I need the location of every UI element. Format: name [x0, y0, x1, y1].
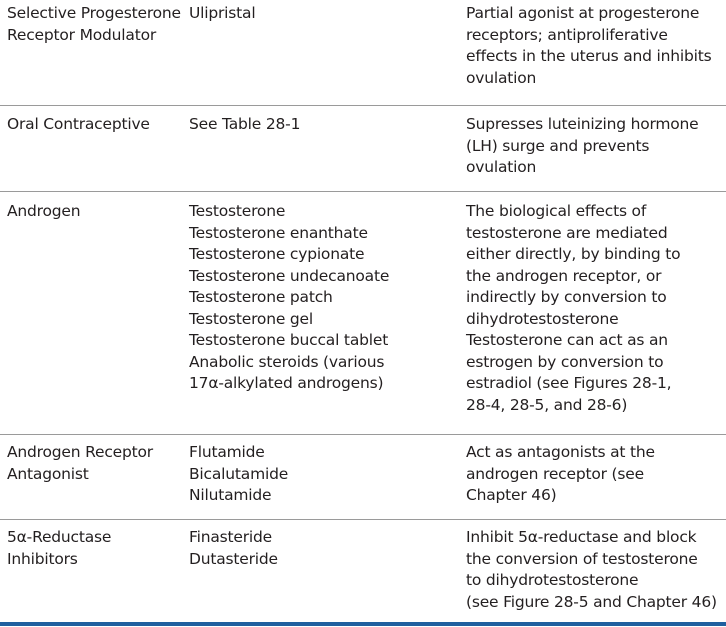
mechanism-line: the androgen receptor, or — [466, 266, 662, 285]
mechanism-cell — [466, 201, 680, 416]
mechanism-line: indirectly by conversion to — [466, 288, 667, 306]
drug-line: Testosterone patch — [189, 288, 333, 306]
category-cell — [7, 114, 150, 136]
category-line: Oral Contraceptive — [7, 115, 150, 133]
category-cell — [7, 442, 153, 485]
category-line: 5α-Reductase — [7, 528, 112, 546]
drug-line: Testosterone cypionate — [189, 245, 365, 263]
mechanism-line: Chapter 46) — [466, 486, 557, 504]
category-line: Selective Progesterone — [7, 4, 181, 22]
drug-line: Finasteride — [189, 528, 272, 546]
mechanism-line: receptors; antiproliferative — [466, 25, 668, 44]
drug-line: Flutamide — [189, 443, 265, 461]
mechanism-line: the conversion of testosterone — [466, 549, 698, 568]
drug-line: Dutasteride — [189, 549, 278, 568]
mechanism-line: effects in the uterus and inhibits — [466, 47, 712, 65]
table-bottom-rule — [0, 622, 726, 626]
drugs-cell — [189, 3, 255, 25]
drug-line: Anabolic steroids (various — [189, 352, 385, 371]
category-cell — [7, 527, 111, 570]
mechanism-line: ovulation — [466, 68, 537, 87]
drug-line: Testosterone enanthate — [189, 223, 368, 242]
mechanism-line: to dihydrotestosterone — [466, 571, 639, 589]
category-line: Inhibitors — [7, 549, 78, 568]
category-line: Androgen — [7, 202, 81, 220]
drug-line: See Table 28-1 — [189, 115, 301, 133]
mechanism-line: ovulation — [466, 158, 537, 176]
mechanism-line: Testosterone can act as an — [466, 331, 668, 349]
category-cell — [7, 3, 181, 46]
mechanism-line: Inhibit 5α-reductase and block — [466, 528, 697, 546]
mechanism-line: (see Figure 28-5 and Chapter 46) — [466, 592, 717, 611]
mechanism-line: The biological effects of — [466, 202, 647, 220]
mechanism-line: 28-4, 28-5, and 28-6) — [466, 395, 628, 414]
drugs-cell — [189, 527, 278, 570]
category-line: Antagonist — [7, 464, 89, 483]
drug-line: Testosterone gel — [189, 309, 313, 328]
drugs-cell — [189, 442, 288, 507]
drugs-cell — [189, 201, 389, 395]
table-row — [0, 435, 726, 520]
mechanism-line: androgen receptor (see — [466, 464, 644, 483]
table-row — [0, 520, 726, 622]
mechanism-line: Supresses luteinizing hormone — [466, 115, 699, 133]
drug-line: Testosterone undecanoate — [189, 266, 390, 285]
table-row — [0, 106, 726, 192]
mechanism-line: estrogen by conversion to — [466, 352, 664, 371]
drug-line: Ulipristal — [189, 4, 256, 22]
category-cell — [7, 201, 80, 223]
mechanism-line: (LH) surge and prevents — [466, 136, 650, 155]
category-line: Androgen Receptor — [7, 443, 153, 461]
mechanism-cell — [466, 114, 699, 179]
table-row — [0, 192, 726, 435]
mechanism-line: Partial agonist at progesterone — [466, 4, 700, 22]
drug-line: Nilutamide — [189, 486, 272, 504]
mechanism-line: either directly, by binding to — [466, 245, 681, 263]
mechanism-cell — [466, 3, 712, 89]
drug-line: Bicalutamide — [189, 464, 289, 483]
drug-line: Testosterone buccal tablet — [189, 331, 389, 349]
drug-line: 17α-alkylated androgens) — [189, 374, 384, 392]
table-row — [0, 0, 726, 106]
mechanism-line: Act as antagonists at the — [466, 443, 655, 461]
mechanism-cell — [466, 527, 717, 613]
mechanism-line: testosterone are mediated — [466, 223, 668, 242]
mechanism-line: estradiol (see Figures 28-1, — [466, 374, 672, 392]
drug-line: Testosterone — [189, 202, 286, 220]
mechanism-cell — [466, 442, 655, 507]
mechanism-line: dihydrotestosterone — [466, 309, 619, 328]
drugs-cell — [189, 114, 300, 136]
category-line: Receptor Modulator — [7, 25, 157, 44]
